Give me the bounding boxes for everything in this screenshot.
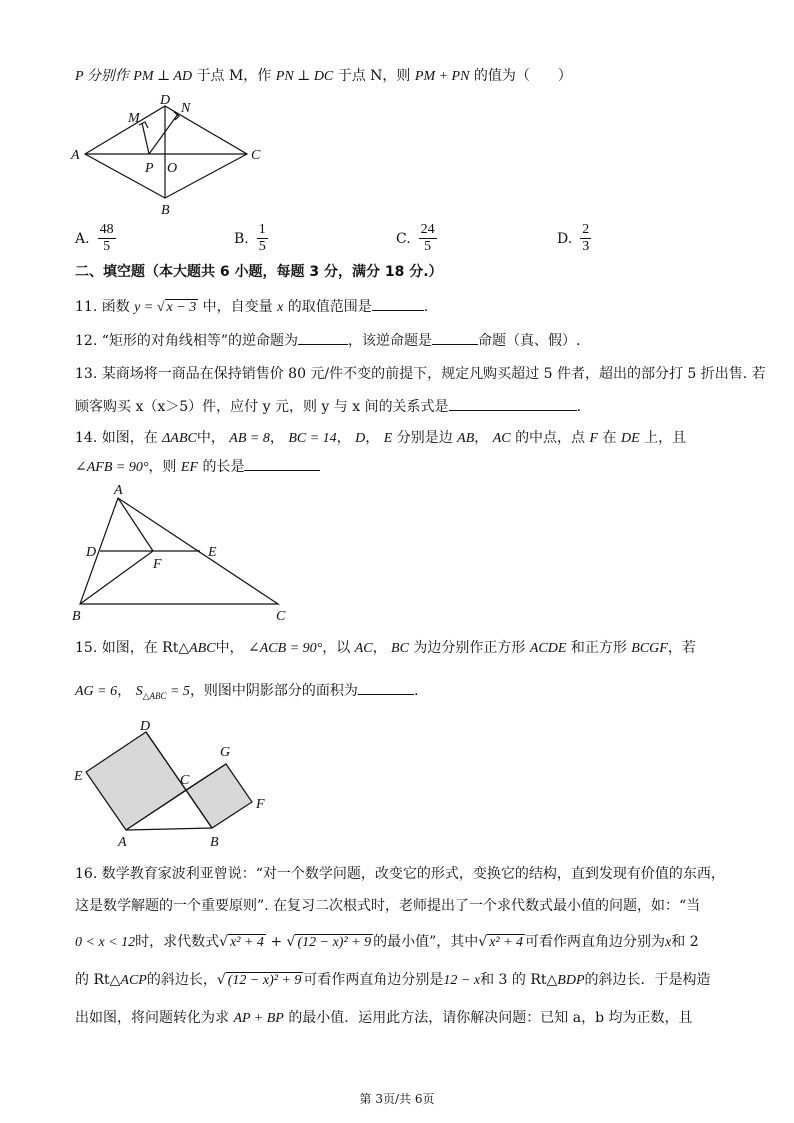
option-label: D. — [557, 230, 573, 247]
q15-squares-figure — [70, 716, 280, 850]
q15-line1 — [75, 638, 696, 659]
q10-option-d[interactable] — [557, 222, 591, 255]
label-F: F — [256, 797, 265, 812]
label-F: F — [153, 557, 162, 572]
q16-rad-1: x² + 4 — [230, 935, 264, 950]
label-C: C — [276, 609, 286, 622]
q14-text-e: ， — [365, 430, 380, 446]
q15-abc: ABC — [189, 641, 216, 656]
q14-text-l: 的长是 — [202, 459, 245, 475]
q14-text-d: ， — [336, 430, 351, 446]
q16-text-j: 的斜边长．于是构造 — [584, 972, 711, 988]
q16-line2: 这是数学解题的一个重要原则”. 在复习二次根式时，老师提出了一个求代数式最小值的问题，如：“当 — [75, 898, 701, 914]
q15-s-sub: △ABC — [142, 690, 167, 701]
section-2-heading: 二、填空题（本大题共 6 小题，每题 3 分，满分 18 分.） — [75, 264, 443, 280]
label-C: C — [180, 773, 190, 788]
q15-line2 — [75, 680, 418, 706]
denominator: 5 — [424, 239, 432, 254]
q14-angle: ∠AFB = 90° — [75, 460, 149, 475]
label-P: P — [145, 161, 154, 176]
option-fraction — [257, 222, 268, 255]
q10-option-b[interactable] — [234, 222, 268, 255]
q16-rad-4: (12 − x)² + 9 — [227, 973, 302, 988]
q15-text-a: 15. 如图，在 Rt△ — [75, 640, 190, 656]
q15-text-d: ， — [372, 640, 387, 656]
q11-answer-blank[interactable] — [372, 296, 424, 311]
q14-ab: AB = 8 — [229, 431, 270, 446]
label-A: A — [118, 835, 127, 850]
q11-text-a: 11. 函数 — [75, 299, 130, 315]
q10-option-c[interactable] — [396, 222, 437, 255]
q12-blank-1[interactable] — [298, 330, 348, 345]
q15-text-b: 中， — [215, 640, 244, 656]
q14-line1 — [75, 428, 686, 449]
q12-text-b: ，该逆命题是 — [348, 333, 433, 349]
q13-answer-blank[interactable] — [449, 396, 577, 411]
q14-text-a: 14. 如图，在 — [75, 430, 158, 446]
q15-text-e: 为边分别作正方形 — [413, 640, 526, 656]
q15-s: S — [135, 684, 143, 699]
q16-range: 0 < x < 12 — [75, 935, 136, 950]
q14-f: F — [589, 431, 599, 446]
q14-tri: ΔABC — [162, 431, 197, 446]
q16-text-g: 的斜边长， — [146, 972, 217, 988]
q11-text-c: 的取值范围是 — [287, 299, 372, 315]
numerator: 48 — [99, 222, 114, 237]
q16-text-b: 时，求代数式 — [135, 934, 220, 950]
q16-text-c: 的最小值”，其中 — [373, 934, 479, 950]
label-A: A — [71, 148, 80, 163]
q14-text-g: ， — [474, 430, 489, 446]
q14-ab2: AB — [457, 431, 475, 446]
q15-ac: AC — [354, 641, 373, 656]
q15-s-val: = 5 — [166, 684, 190, 699]
label-B: B — [161, 203, 170, 217]
q16-text-k: 出如图，将问题转化为求 — [75, 1010, 229, 1026]
q12-blank-2[interactable] — [432, 330, 478, 345]
option-fraction — [419, 222, 437, 255]
q14-triangle-figure — [66, 480, 296, 622]
q16-plus: + — [265, 934, 287, 950]
label-N: N — [181, 101, 191, 116]
q16-text-i: 和 3 的 Rt△ — [480, 972, 558, 988]
q11-end: . — [423, 299, 429, 315]
numerator: 24 — [420, 222, 435, 237]
q15-bc: BC — [391, 641, 409, 656]
q14-text-i: 在 — [602, 430, 617, 446]
q16-ap-bp: AP + BP — [233, 1011, 284, 1026]
q13-text-a: 顾客购买 x（x＞5）件，应付 y 元，则 y 与 x 间的关系式是 — [75, 399, 449, 415]
q13-line2 — [75, 396, 581, 417]
q10-text-c: 于点 N，则 — [337, 68, 411, 84]
q12-text-c: 命题（真、假）. — [478, 333, 581, 349]
option-label: A. — [75, 230, 90, 247]
q16-text-h: 可看作两直角边分别是 — [303, 972, 444, 988]
q15-text-f: 和正方形 — [570, 640, 627, 656]
q15-acde: ACDE — [529, 641, 567, 656]
q14-text-j: 上，且 — [644, 430, 687, 446]
q10-text-d: 的值为（ ） — [473, 68, 572, 84]
label-M: M — [128, 111, 140, 126]
q16-line5 — [75, 1008, 693, 1029]
q14-text-c: ， — [269, 430, 284, 446]
q15-text-i: ，则图中阴影部分的面积为 — [189, 683, 358, 699]
q11-func: y = — [134, 300, 157, 315]
label-A: A — [114, 483, 123, 498]
q15-end: . — [413, 683, 419, 699]
label-D: D — [86, 545, 97, 560]
label-C: C — [251, 148, 261, 163]
q16-line3: 0 < x < 12时，求代数式√ x² + 4 + √ (12 − x)² + 9 的最小值”，其中√ x² + 4 可看作两直角边分别为x和 2 — [75, 934, 699, 950]
q16-line4: 的 Rt△ACP的斜边长，√ (12 − x)² + 9 可看作两直角边分别是12 − x和 3 的 Rt△BDP的斜边长．于是构造 — [75, 972, 711, 988]
q15-text-c: ，以 — [322, 640, 351, 656]
option-label: C. — [396, 230, 411, 247]
q11: 11. 函数 y = √ x − 3 中，自变量 x 的取值范围是 . — [75, 296, 428, 318]
q11-var: x — [277, 300, 284, 315]
q14-d: D — [355, 431, 366, 446]
page-footer: 第 3页/共 6页 — [359, 1092, 435, 1106]
q10-option-a[interactable] — [75, 222, 116, 255]
label-O: O — [167, 161, 178, 176]
label-B: B — [72, 609, 81, 622]
numerator: 2 — [582, 222, 590, 237]
q16-12-x: 12 − x — [443, 973, 481, 988]
q16-acp: ACP — [120, 973, 147, 988]
q11-radicand: x − 3 — [166, 300, 197, 315]
label-B: B — [210, 835, 219, 850]
label-G: G — [220, 745, 231, 760]
q10-rhombus-figure — [65, 92, 275, 217]
q15-answer-blank[interactable] — [358, 680, 414, 695]
q15-text-g: ，若 — [667, 640, 696, 656]
q10-expr: PM + PN — [414, 69, 470, 84]
label-D: D — [160, 93, 171, 108]
q15-angle: ∠ACB = 90° — [248, 641, 323, 656]
q14-answer-blank[interactable] — [244, 456, 320, 471]
q15-bcgf: BCGF — [631, 641, 668, 656]
q16-text-e: 和 2 — [671, 934, 699, 950]
option-fraction — [580, 222, 591, 255]
label-E: E — [208, 545, 217, 560]
option-label: B. — [234, 230, 249, 247]
q14-text-f: 分别是边 — [396, 430, 453, 446]
q14-line2 — [75, 456, 320, 478]
denominator: 3 — [582, 239, 590, 254]
numerator: 1 — [258, 222, 266, 237]
q14-text-b: 中， — [196, 430, 225, 446]
q13-line1: 13. 某商场将一商品在保持销售价 80 元/件不变的前提下，规定凡购买超过 5 件者，超出的部分打 5 折出售. 若 — [75, 366, 766, 382]
q10-stem — [75, 66, 572, 87]
q14-e: E — [383, 431, 393, 446]
q10-text-b: 于点 M，作 — [196, 68, 272, 84]
q10-pn-dc: PN ⊥ DC — [275, 69, 334, 84]
q16-x: x — [665, 935, 672, 950]
q16-bdp: BDP — [557, 973, 585, 988]
q14-ef: EF — [180, 460, 198, 475]
q15-text-h: ， — [117, 683, 132, 699]
q16-text-f: 的 Rt△ — [75, 972, 121, 988]
q14-de: DE — [620, 431, 640, 446]
q15-ag: AG = 6 — [75, 684, 118, 699]
denominator: 5 — [103, 239, 111, 254]
denominator: 5 — [258, 239, 266, 254]
q16-text-l: 的最小值．运用此方法，请你解决问题：已知 a，b 均为正数，且 — [288, 1010, 693, 1026]
q12-text-a: 12. “矩形的对角线相等”的逆命题为 — [75, 333, 299, 349]
q14-bc: BC = 14 — [288, 431, 337, 446]
q16-rad-2: (12 − x)² + 9 — [297, 935, 372, 950]
q14-ac: AC — [492, 431, 511, 446]
label-E: E — [74, 769, 83, 784]
q14-text-k: ，则 — [148, 459, 177, 475]
q13-end: . — [576, 399, 582, 415]
q10-text-a: P 分别作 — [75, 69, 129, 84]
q11-text-b: 中，自变量 — [202, 299, 273, 315]
label-D: D — [140, 719, 151, 734]
q16-line1: 16. 数学教育家波利亚曾说：“对一个数学问题，改变它的形式，变换它的结构，直到发现有价值的东西， — [75, 866, 725, 882]
q14-text-h: 的中点，点 — [515, 430, 586, 446]
q16-rad-3: x² + 4 — [489, 935, 524, 950]
q10-pm-ad: PM ⊥ AD — [133, 69, 193, 84]
q16-text-d: 可看作两直角边分别为 — [525, 934, 666, 950]
q12 — [75, 330, 580, 351]
option-fraction — [98, 222, 116, 255]
